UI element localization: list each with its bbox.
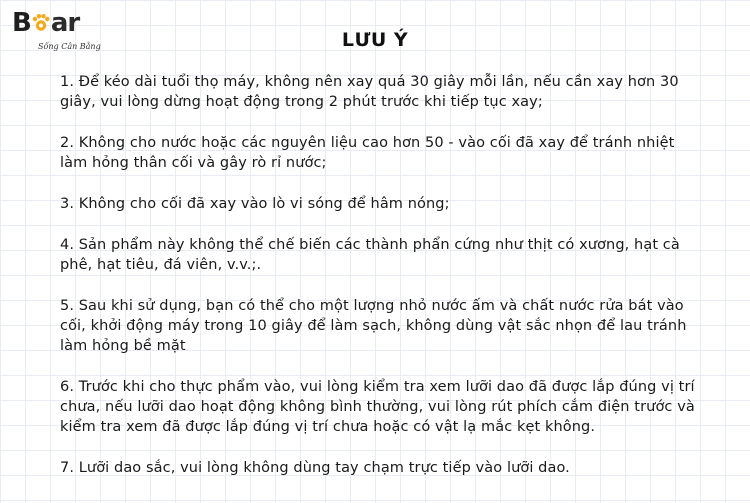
note-item-5: 5. Sau khi sử dụng, bạn có thể cho một lượng nhỏ nước ấm và chất nước rửa bát vào cối, khởi động máy trong 10 giây để làm sạch, không dùng vật sắc nhọn để lau tránh làm hỏng bề mặt [60, 298, 687, 354]
note-item-7: 7. Lưỡi dao sắc, vui lòng không dùng tay chạm trực tiếp vào lưỡi dao. [60, 460, 570, 476]
page-title: LƯU Ý [341, 29, 409, 51]
note-item-3: 3. Không cho cối đã xay vào lò vi sóng để hâm nóng; [60, 196, 450, 212]
logo-wordmark: B ar [12, 8, 80, 38]
notes-list [60, 72, 700, 478]
note-item-6: 6. Trước khi cho thực phẩm vào, vui lòng kiểm tra xem lưỡi dao đã được lắp đúng vị trí chưa, nếu lưỡi dao hoạt động không bình thường, vui lòng rút phích cắm điện trước và kiểm tra xem đã được lắp đúng vị trí chưa hoặc có vật lạ mắc kẹt không. [60, 379, 695, 435]
note-item-4: 4. Sản phẩm này không thể chế biến các thành phẩn cứng như thịt có xương, hạt cà phê, hạt tiêu, đá viên, v.v.;. [60, 237, 680, 273]
logo-tagline: Sống Cân Bằng [38, 42, 101, 51]
note-item-1: 1. Để kéo dài tuổi thọ máy, không nên xay quá 30 giây mỗi lần, nếu cần xay hơn 30 giây, vui lòng dừng hoạt động trong 2 phút trước khi tiếp tục xay; [60, 74, 679, 110]
note-item-2: 2. Không cho nước hoặc các nguyên liệu cao hơn 50 - vào cối đã xay để tránh nhiệt làm hỏng thân cối và gây rò rỉ nước; [60, 135, 675, 171]
